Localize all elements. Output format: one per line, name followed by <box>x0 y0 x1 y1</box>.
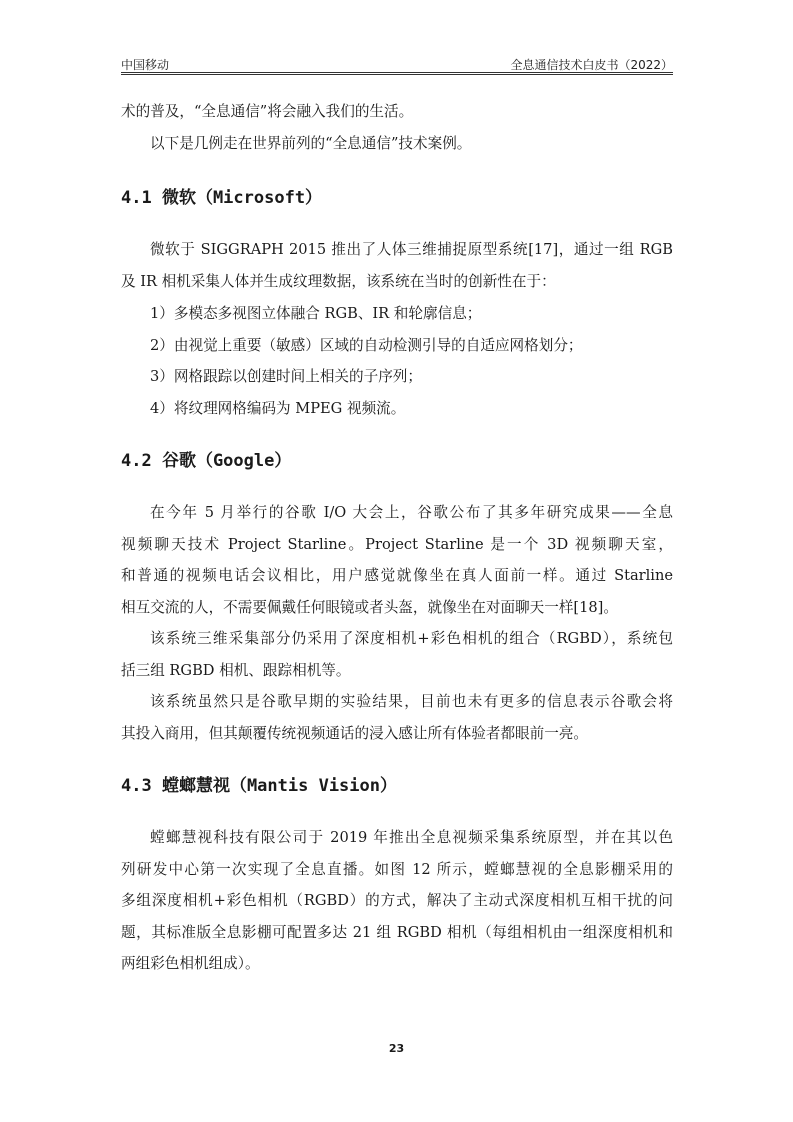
list-item: 4）将纹理网格编码为 MPEG 视频流。 <box>150 400 406 417</box>
paragraph-line: 多组深度相机+彩色相机（RGBD）的方式，解决了主动式深度相机互相干扰的问 <box>121 892 673 909</box>
paragraph-line: 题，其标准版全息影棚可配置多达 21 组 RGBD 相机（每组相机由一组深度相机和 <box>121 923 673 941</box>
paragraph-line: 在今年 5 月举行的谷歌 I/O 大会上，谷歌公布了其多年研究成果——全息 <box>150 504 673 521</box>
paragraph-line: 相互交流的人，不需要佩戴任何眼镜或者头盔，就像坐在对面聊天一样[18]。 <box>121 598 618 616</box>
google-paragraph-3 <box>121 686 673 749</box>
section-heading-mantis-vision: 4.3 螳螂慧视（Mantis Vision） <box>121 776 397 796</box>
paragraph-line: 视频聊天技术 Project Starline。Project Starline 是一个 3D 视频聊天室， <box>121 535 673 553</box>
page-number: 23 <box>388 1042 405 1055</box>
paragraph-line: 微软于 SIGGRAPH 2015 推出了人体三维捕捉原型系统[17]，通过一组 RGB <box>150 241 673 258</box>
mantis-paragraph <box>121 822 673 980</box>
paragraph-line: 括三组 RGBD 相机、跟踪相机等。 <box>121 661 351 679</box>
paragraph-line: 列研发中心第一次实现了全息直播。如图 12 所示，螳螂慧视的全息影棚采用的 <box>121 860 673 878</box>
paragraph-line: 该系统虽然只是谷歌早期的实验结果，目前也未有更多的信息表示谷歌会将 <box>150 693 673 710</box>
header-divider <box>121 72 673 75</box>
section-heading-microsoft: 4.1 微软（Microsoft） <box>121 188 323 208</box>
microsoft-paragraph <box>121 234 673 297</box>
paragraph-line: 及 IR 相机采集人体并生成纹理数据，该系统在当时的创新性在于： <box>121 272 556 290</box>
paragraph-line: 其投入商用，但其颠覆传统视频通话的浸入感让所有体验者都眼前一亮。 <box>121 724 589 742</box>
google-paragraph-2 <box>121 623 673 686</box>
list-item: 3）网格跟踪以创建时间上相关的子序列； <box>150 368 422 385</box>
header-organization: 中国移动 <box>121 58 170 72</box>
google-paragraph-1 <box>121 497 673 623</box>
intro-line-1: 术的普及，“全息通信”将会融入我们的生活。 <box>121 103 414 120</box>
paragraph-line: 两组彩色相机组成）。 <box>121 955 260 972</box>
paragraph-line: 螳螂慧视科技有限公司于 2019 年推出全息视频采集系统原型，并在其以色 <box>150 829 673 846</box>
section-heading-google: 4.2 谷歌（Google） <box>121 451 292 471</box>
list-item: 1）多模态多视图立体融合 RGB、IR 和轮廓信息； <box>150 305 482 322</box>
paragraph-line: 该系统三维采集部分仍采用了深度相机+彩色相机的组合（RGBD），系统包 <box>150 630 673 647</box>
list-item: 2）由视觉上重要（敏感）区域的自动检测引导的自适应网格划分； <box>150 337 583 354</box>
header-document-title: 全息通信技术白皮书（2022） <box>510 58 673 72</box>
intro-line-2: 以下是几例走在世界前列的“全息通信”技术案例。 <box>150 135 472 152</box>
paragraph-line: 和普通的视频电话会议相比，用户感觉就像坐在真人面前一样。通过 Starline <box>121 567 673 584</box>
